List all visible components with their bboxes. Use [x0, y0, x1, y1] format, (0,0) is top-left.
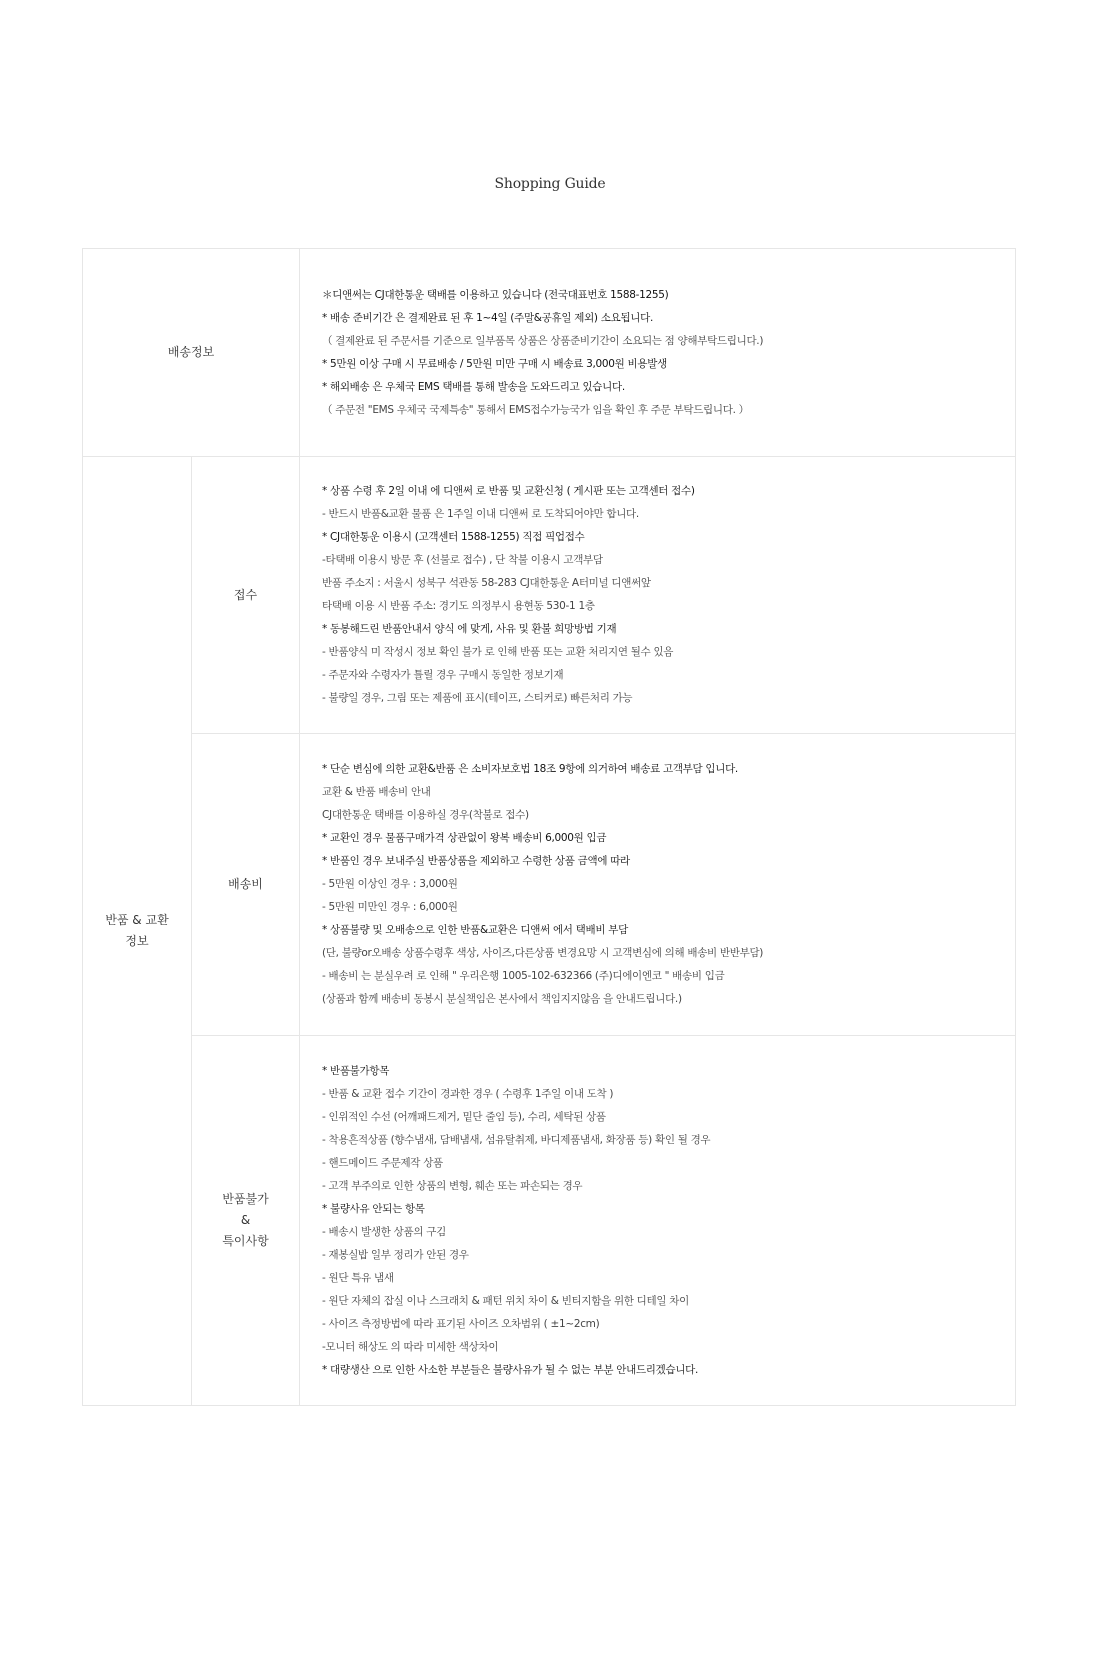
guide-line: - 주문자와 수령자가 틀릴 경우 구매시 동일한 정보기재 — [322, 669, 564, 681]
reception-content — [300, 457, 1016, 734]
guide-line: * 해외배송 은 우체국 EMS 택배를 통해 발송을 도와드리고 있습니다. — [322, 380, 625, 393]
guide-line: * 반품인 경우 보내주실 반품상품을 제외하고 수령한 상품 금액에 따라 — [322, 855, 630, 867]
guide-line: - 반품양식 미 작성시 정보 확인 불가 로 인해 반품 또는 교환 처리지연 될수 있음 — [322, 646, 674, 658]
return-exchange-label-line1: 반품 & 교환 — [105, 913, 169, 927]
return-exchange-label — [83, 457, 192, 1406]
guide-line: 교환 & 반품 배송비 안내 — [322, 786, 431, 798]
guide-line: - 배송비 는 분실우려 로 인해 " 우리은행 1005-102-632366 (주)디에이엔코 " 배송비 입금 — [322, 970, 725, 982]
guide-line: - 사이즈 측정방법에 따라 표기된 사이즈 오차범위 ( ±1~2cm) — [322, 1317, 600, 1330]
guide-line: -타택배 이용시 방문 후 (선불로 접수) , 단 착불 이용시 고객부담 — [322, 554, 603, 566]
guide-line: - 고객 부주의로 인한 상품의 변형, 훼손 또는 파손되는 경우 — [322, 1179, 583, 1192]
reception-lines — [322, 480, 1015, 710]
guide-line: - 배송시 발생한 상품의 구김 — [322, 1225, 446, 1238]
guide-line: * 상품 수령 후 2일 이내 에 디앤써 로 반품 및 교환신청 ( 게시판 또는 고객센터 접수) — [322, 485, 695, 497]
guide-line: - 재봉실밥 일부 정리가 안된 경우 — [322, 1248, 469, 1261]
non-returnable-label — [192, 1036, 300, 1406]
non-returnable-content — [300, 1036, 1016, 1406]
guide-line: * 동봉해드린 반품안내서 양식 에 맞게, 사유 및 환불 희망방법 기재 — [322, 623, 617, 635]
guide-line: * 배송 준비기간 은 결제완료 된 후 1~4일 (주말&공휴일 제외) 소요됩니다. — [322, 311, 654, 324]
guide-line: * 대량생산 으로 인한 사소한 부분들은 불량사유가 될 수 없는 부분 안내드리겠습니다. — [322, 1363, 699, 1376]
shipping-fee-lines — [322, 758, 1015, 1011]
shipping-info-label: 배송정보 — [83, 249, 300, 457]
guide-line: - 5만원 미만인 경우 : 6,000원 — [322, 901, 458, 913]
guide-line: 반품 주소지 : 서울시 성북구 석관동 58-283 CJ대한통운 A터미널 디앤써앞 — [322, 577, 651, 589]
shipping-fee-row — [83, 734, 1016, 1036]
non-returnable-lines — [322, 1060, 1015, 1382]
guide-line: * 단순 변심에 의한 교환&반품 은 소비자보호법 18조 9항에 의거하여 배송료 고객부담 입니다. — [322, 763, 738, 775]
guide-line: * 교환인 경우 물품구매가격 상관없이 왕복 배송비 6,000원 입금 — [322, 832, 607, 844]
return-exchange-label-line2: 정보 — [125, 934, 149, 948]
guide-line: (단, 불량or오배송 상품수령후 색상, 사이즈,다른상품 변경요망 시 고객변심에 의해 배송비 반반부담) — [322, 947, 764, 959]
guide-line: - 5만원 이상인 경우 : 3,000원 — [322, 878, 458, 890]
guide-line: ＊디앤써는 CJ대한통운 택배를 이용하고 있습니다 (전국대표번호 1588-1255) — [322, 288, 669, 301]
page-title: Shopping Guide — [494, 176, 606, 192]
guide-line: * 상품불량 및 오배송으로 인한 반품&교환은 디앤써 에서 택배비 부담 — [322, 924, 628, 936]
shipping-info-lines — [322, 284, 1015, 422]
guide-line: - 인위적인 수선 (어깨패드제거, 밑단 줄임 등), 수리, 세탁된 상품 — [322, 1110, 606, 1123]
non-returnable-label-line2: & — [240, 1213, 251, 1227]
guide-line: - 핸드메이드 주문제작 상품 — [322, 1156, 443, 1169]
non-returnable-label-line3: 특이사항 — [222, 1234, 269, 1248]
guide-line: * 반품불가항목 — [322, 1064, 390, 1077]
guide-line: * CJ대한통운 이용시 (고객센터 1588-1255) 직접 픽업접수 — [322, 531, 585, 543]
guide-line: * 5만원 이상 구매 시 무료배송 / 5만원 미만 구매 시 배송료 3,000원 비용발생 — [322, 357, 667, 370]
guide-line: （ 결제완료 된 주문서를 기준으로 일부품목 상품은 상품준비기간이 소요되는 점 양해부탁드립니다.) — [322, 334, 764, 347]
reception-label: 접수 — [192, 457, 300, 734]
guide-line: - 불량일 경우, 그림 또는 제품에 표시(테이프, 스티커로) 빠른처리 가능 — [322, 692, 633, 704]
guide-line: (상품과 함께 배송비 동봉시 분실책임은 본사에서 책임지지않음 을 안내드립니다.) — [322, 993, 682, 1005]
shipping-info-row — [83, 249, 1016, 457]
guide-line: - 원단 자체의 잡실 이나 스크래치 & 패턴 위치 차이 & 빈티지함을 위한 디테일 차이 — [322, 1294, 689, 1307]
guide-line: （ 주문전 "EMS 우체국 국제특송" 통해서 EMS접수가능국가 임을 확인 후 주문 부탁드립니다. ） — [322, 403, 749, 416]
guide-line: - 반품 & 교환 접수 기간이 경과한 경우 ( 수령후 1주일 이내 도착 ) — [322, 1087, 614, 1100]
guide-line: - 반드시 반품&교환 물품 은 1주일 이내 디앤써 로 도착되어야만 합니다. — [322, 508, 639, 520]
guide-line: 타택배 이용 시 반품 주소: 경기도 의정부시 용현동 530-1 1층 — [322, 600, 595, 612]
non-returnable-label-line1: 반품불가 — [222, 1192, 269, 1206]
shipping-fee-content — [300, 734, 1016, 1036]
guide-line: - 착용흔적상품 (향수냄새, 담배냄새, 섬유탈취제, 바디제품냄새, 화장품 등) 확인 될 경우 — [322, 1133, 711, 1146]
guide-line: CJ대한통운 택배를 이용하실 경우(착불로 접수) — [322, 809, 529, 821]
shopping-guide-table — [82, 248, 1016, 1406]
non-returnable-row — [83, 1036, 1016, 1406]
guide-line: -모니터 해상도 의 따라 미세한 색상차이 — [322, 1340, 499, 1353]
guide-line: - 원단 특유 냄새 — [322, 1271, 394, 1284]
shipping-fee-label: 배송비 — [192, 734, 300, 1036]
shipping-info-content — [300, 249, 1016, 457]
reception-row — [83, 457, 1016, 734]
guide-line: * 불량사유 안되는 항목 — [322, 1202, 425, 1215]
